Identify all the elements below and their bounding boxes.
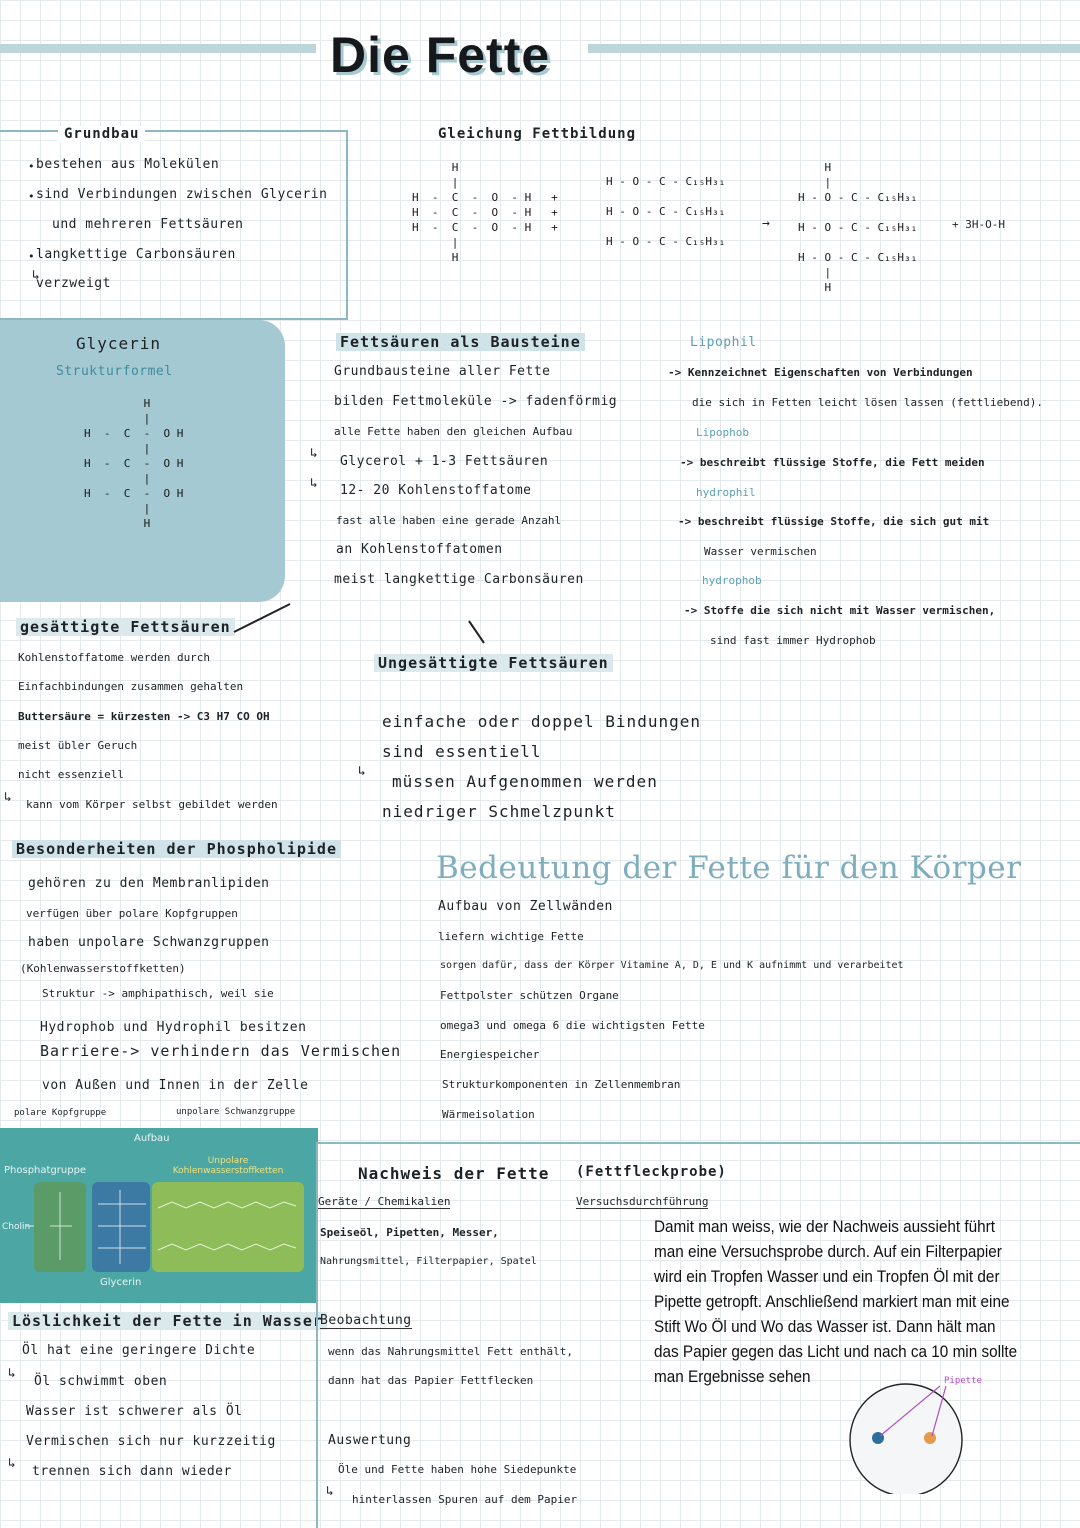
gesaettigt-line: Einfachbindungen zusammen gehalten bbox=[18, 680, 244, 693]
auswertung-line: Öle und Fette haben hohe Siedepunkte bbox=[338, 1463, 577, 1476]
triglyceride-formula: H | H - O - C - C₁₅H₃₁ H - O - C - C₁₅H₃₁ H - O - C - C₁₅H₃₁ | H bbox=[798, 161, 918, 294]
arrow-icon: ↳ bbox=[4, 790, 13, 805]
page-title: Die Fette bbox=[330, 27, 551, 83]
lipophil-heading: Lipophil bbox=[690, 335, 757, 350]
loeslichkeit-line: Vermischen sich nur kurzzeitig bbox=[26, 1434, 276, 1449]
bedeutung-heading: Bedeutung der Fette für den Körper bbox=[436, 850, 1022, 886]
versuch-heading: Versuchsdurchführung bbox=[576, 1195, 709, 1208]
grundbau-line: verzweigt bbox=[36, 276, 111, 291]
lipophil-text: -> Kennzeichnet Eigenschaften von Verbindungen bbox=[668, 366, 973, 379]
auswertung-heading: Auswertung bbox=[328, 1433, 412, 1448]
bedeutung-line: Aufbau von Zellwänden bbox=[438, 899, 613, 914]
ungesaettigt-line: einfache oder doppel Bindungen bbox=[382, 712, 701, 731]
aufbau-phosphat-label: Phosphatgruppe bbox=[4, 1165, 87, 1176]
reaction-product: + 3H-O-H bbox=[952, 218, 1005, 231]
gesaettigt-line: meist übler Geruch bbox=[18, 739, 138, 752]
branch-line-right bbox=[466, 618, 488, 646]
loeslichkeit-line: trennen sich dann wieder bbox=[32, 1464, 232, 1479]
fettsaeuren-line: an Kohlenstoffatomen bbox=[336, 542, 503, 557]
fettsaeuren-line: Glycerol + 1-3 Fettsäuren bbox=[340, 454, 549, 469]
gesaettigt-line: Buttersäure = kürzesten -> C3 H7 CO OH bbox=[18, 710, 270, 723]
glycerin-heading: Glycerin bbox=[76, 334, 162, 353]
glycerol-formula: H | H - C - O - H + H - C - O - H + H - C - O - H + | H bbox=[412, 161, 558, 264]
nachweis-heading-2: (Fettfleckprobe) bbox=[576, 1164, 727, 1180]
phospholipide-line: verfügen über polare Kopfgruppen bbox=[26, 907, 238, 920]
aufbau-cholin-label: Cholin bbox=[2, 1222, 31, 1232]
hydrophil-text: Wasser vermischen bbox=[704, 545, 817, 558]
grundbau-heading: Grundbau bbox=[58, 126, 145, 142]
label-unpolar: unpolare Schwanzgruppe bbox=[176, 1107, 296, 1117]
arrow-icon: ↳ bbox=[310, 446, 319, 461]
ungesaettigt-heading: Ungesättigte Fettsäuren bbox=[374, 654, 613, 672]
arrow-icon: ↳ bbox=[358, 764, 367, 779]
lipophil-text: die sich in Fetten leicht lösen lassen (fettliebend). bbox=[692, 396, 1043, 409]
bedeutung-line: Wärmeisolation bbox=[442, 1108, 535, 1121]
grundbau-line: sind Verbindungen zwischen Glycerin bbox=[36, 187, 328, 202]
aufbau-unpolare-label: Unpolare Kohlenwasserstoffketten bbox=[172, 1156, 284, 1176]
gleichung-heading: Gleichung Fettbildung bbox=[438, 126, 637, 142]
nachweis-heading: Nachweis der Fette bbox=[358, 1164, 550, 1183]
hydrophob-text: sind fast immer Hydrophob bbox=[710, 634, 876, 647]
bedeutung-line: liefern wichtige Fette bbox=[438, 930, 584, 943]
lipophob-text: -> beschreibt flüssige Stoffe, die Fett meiden bbox=[680, 456, 985, 469]
label-polar: polare Kopfgruppe bbox=[14, 1108, 107, 1118]
phospholipide-line: haben unpolare Schwanzgruppen bbox=[28, 935, 270, 950]
fettsaeuren-heading: Fettsäuren als Bausteine bbox=[336, 333, 585, 351]
hydrophob-text: -> Stoffe die sich nicht mit Wasser vermischen, bbox=[684, 604, 996, 617]
pipette-label: Pipette bbox=[944, 1376, 982, 1386]
bedeutung-line: Strukturkomponenten in Zellenmembran bbox=[442, 1078, 681, 1091]
phospholipide-line: Struktur -> amphipathisch, weil sie bbox=[42, 987, 274, 1000]
phospholipide-line: Hydrophob und Hydrophil besitzen bbox=[40, 1020, 307, 1035]
arrow-icon: ↳ bbox=[326, 1484, 335, 1499]
phospholipide-line: gehören zu den Membranlipiden bbox=[28, 876, 270, 891]
geraete-line: Speiseöl, Pipetten, Messer, bbox=[320, 1226, 499, 1239]
ungesaettigt-line: sind essentiell bbox=[382, 742, 542, 761]
grundbau-line: bestehen aus Molekülen bbox=[36, 157, 220, 172]
hydrophob-heading: hydrophob bbox=[702, 574, 762, 587]
bullet-icon: • bbox=[28, 160, 35, 173]
phospholipide-heading: Besonderheiten der Phospholipide bbox=[12, 840, 341, 858]
phospholipide-line: von Außen und Innen in der Zelle bbox=[42, 1078, 309, 1093]
aufbau-title: Aufbau bbox=[134, 1133, 170, 1144]
bullet-icon: • bbox=[28, 250, 35, 263]
bedeutung-line: omega3 und omega 6 die wichtigsten Fette bbox=[440, 1019, 705, 1032]
grundbau-line: langkettige Carbonsäuren bbox=[36, 247, 236, 262]
bedeutung-line: sorgen dafür, dass der Körper Vitamine A, D, E und K aufnimmt und verarbeitet bbox=[440, 960, 904, 971]
arrow-icon: ↳ bbox=[8, 1456, 17, 1471]
bedeutung-line: Fettpolster schützen Organe bbox=[440, 989, 619, 1002]
gesaettigt-line: nicht essenziell bbox=[18, 768, 124, 781]
ungesaettigt-line: müssen Aufgenommen werden bbox=[392, 772, 658, 791]
arrow-icon: ↳ bbox=[310, 476, 319, 491]
bullet-icon: • bbox=[28, 190, 35, 203]
geraete-line: Nahrungsmittel, Filterpapier, Spatel bbox=[320, 1256, 537, 1267]
loeslichkeit-line: Öl schwimmt oben bbox=[34, 1374, 168, 1389]
phospholipide-line: (Kohlenwasserstoffketten) bbox=[20, 962, 186, 975]
fettsaeuren-line: 12- 20 Kohlenstoffatome bbox=[340, 483, 532, 498]
bedeutung-line: Energiespeicher bbox=[440, 1048, 540, 1061]
branch-line-left bbox=[230, 600, 294, 636]
beobachtung-heading: Beobachtung bbox=[320, 1313, 412, 1328]
title-rule-left bbox=[0, 44, 316, 53]
phospholipide-line: Barriere-> verhindern das Vermischen bbox=[40, 1042, 402, 1060]
loeslichkeit-heading: Löslichkeit der Fette in Wasser bbox=[8, 1312, 327, 1330]
title-rule-right bbox=[588, 44, 1080, 53]
glycerin-structure: H | H - C - O H | H - C - O H | H - C - O H | H bbox=[84, 397, 184, 530]
lipophob-heading: Lipophob bbox=[696, 426, 749, 439]
reaction-arrow-icon: → bbox=[762, 216, 771, 231]
fettsaeuren-line: meist langkettige Carbonsäuren bbox=[334, 572, 584, 587]
geraete-heading: Geräte / Chemikalien bbox=[318, 1195, 451, 1208]
fettsaeuren-line: fast alle haben eine gerade Anzahl bbox=[336, 514, 562, 527]
fettsaeuren-line: alle Fette haben den gleichen Aufbau bbox=[334, 425, 573, 438]
beobachtung-line: wenn das Nahrungsmittel Fett enthält, bbox=[328, 1345, 574, 1358]
gesaettigt-line: kann vom Körper selbst gebildet werden bbox=[26, 798, 278, 811]
loeslichkeit-line: Wasser ist schwerer als Öl bbox=[26, 1404, 243, 1419]
phospholipid-structure bbox=[0, 1180, 318, 1280]
gesaettigt-heading: gesättigte Fettsäuren bbox=[16, 618, 235, 636]
aufbau-glycerin-label: Glycerin bbox=[100, 1277, 142, 1288]
hydrophil-text: -> beschreibt flüssige Stoffe, die sich gut mit bbox=[678, 515, 990, 528]
fatty-acid-formula: H - O - C - C₁₅H₃₁ H - O - C - C₁₅H₃₁ H - O - C - C₁₅H₃₁ bbox=[606, 175, 726, 248]
ungesaettigt-line: niedriger Schmelzpunkt bbox=[382, 802, 616, 821]
loeslichkeit-line: Öl hat eine geringere Dichte bbox=[22, 1343, 256, 1358]
beobachtung-line: dann hat das Papier Fettflecken bbox=[328, 1374, 534, 1387]
hydrophil-heading: hydrophil bbox=[696, 486, 756, 499]
versuch-text: Damit man weiss, wie der Nachweis aussieht führt man eine Versuchsprobe durch. Auf ein Filterpapier wird ein Tropfen Wasser und ein Tropfen Öl mit der Pipette getropft. Anschließend markiert man mit eine Stift Wo Öl und Wo das Wasser ist. Dann hält man das Papier gegen das Licht und nach ca 10 min sollte man Ergebnisse sehen bbox=[654, 1217, 1018, 1386]
arrow-icon: ↳ bbox=[8, 1366, 17, 1381]
grundbau-line: und mehreren Fettsäuren bbox=[52, 217, 244, 232]
gesaettigt-line: Kohlenstoffatome werden durch bbox=[18, 651, 211, 664]
fettsaeuren-line: Grundbausteine aller Fette bbox=[334, 364, 551, 379]
auswertung-line: hinterlassen Spuren auf dem Papier bbox=[352, 1493, 578, 1506]
arrow-icon: ↳ bbox=[32, 268, 41, 283]
filter-paper-drawing bbox=[840, 1374, 980, 1494]
fettsaeuren-line: bilden Fettmoleküle -> fadenförmig bbox=[334, 394, 618, 409]
glycerin-subheading: Strukturformel bbox=[56, 364, 173, 379]
